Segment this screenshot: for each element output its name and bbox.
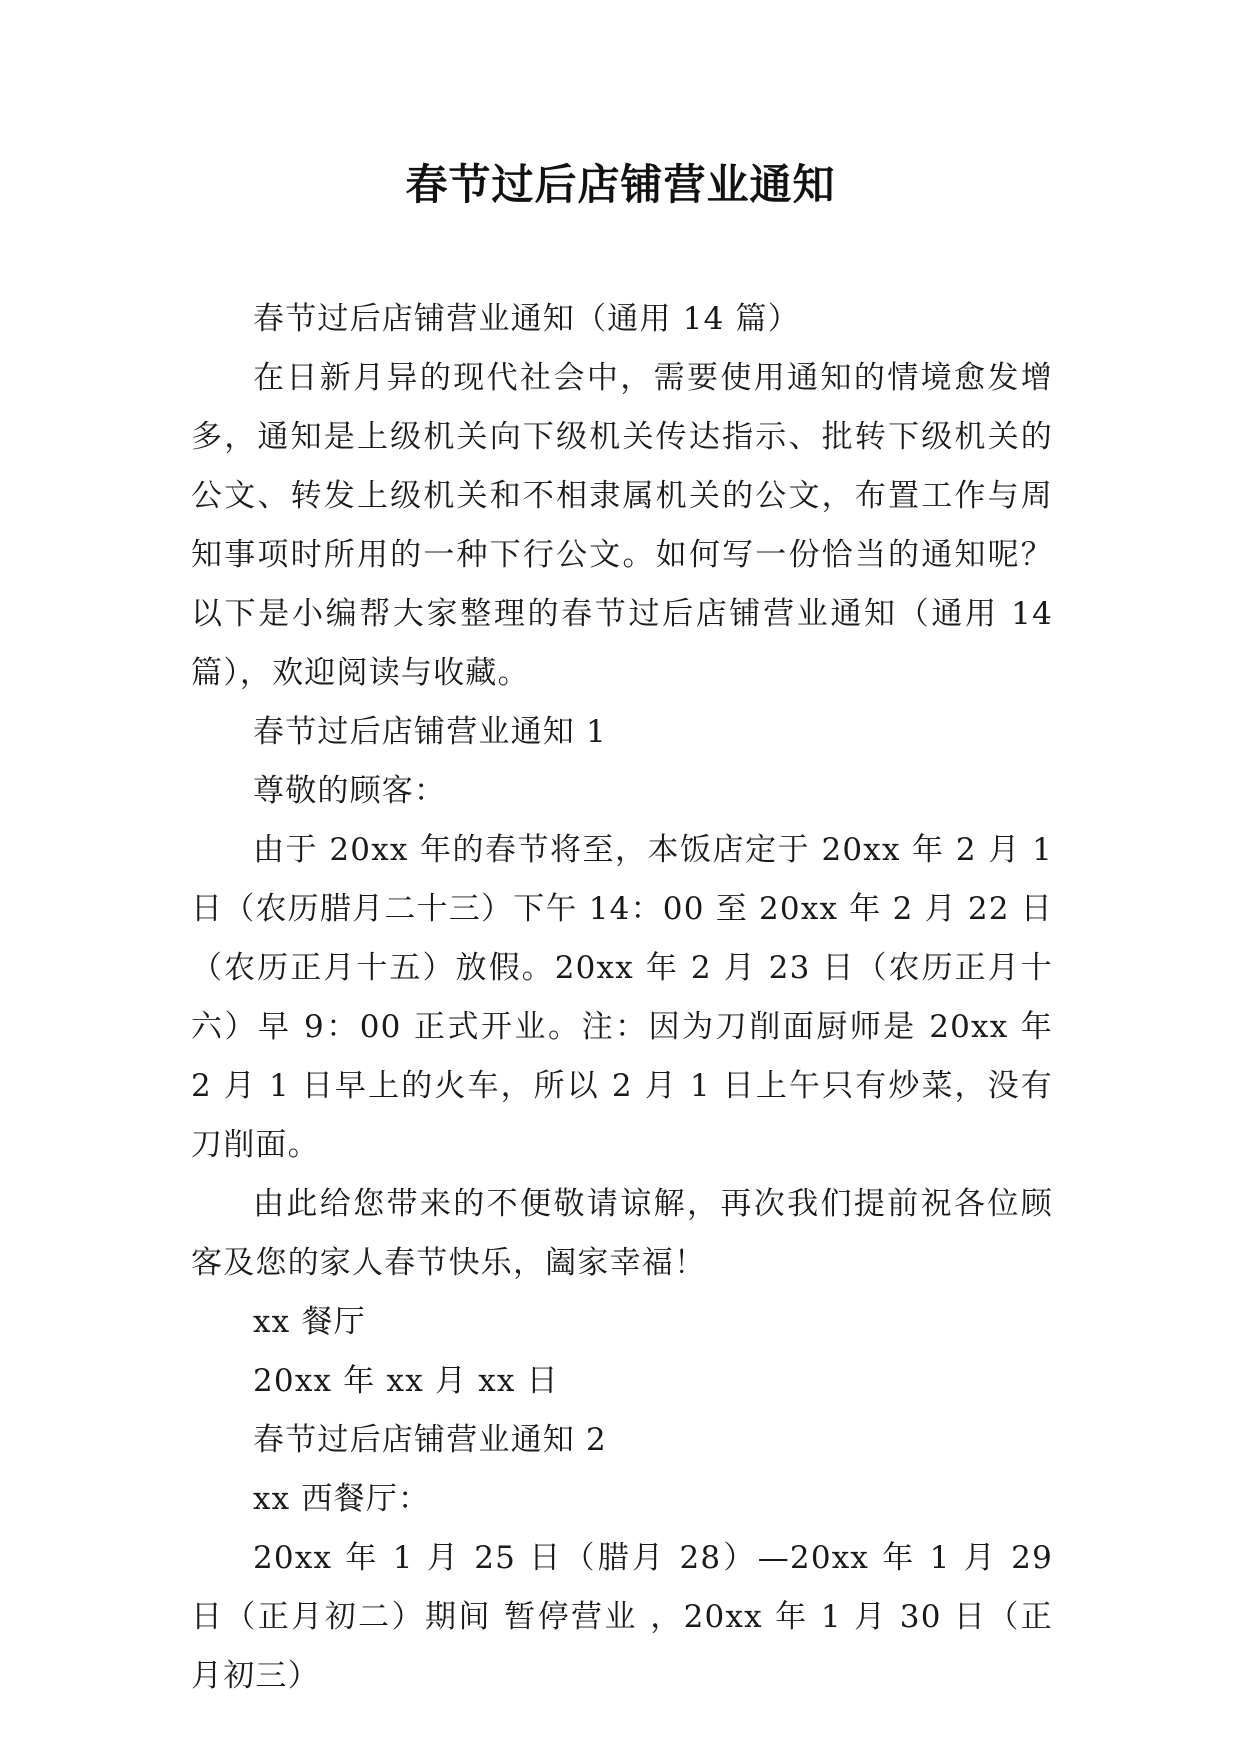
paragraph-subtitle: 春节过后店铺营业通知（通用 14 篇） (253, 301, 800, 337)
paragraph-intro: 在日新月异的现代社会中，需要使用通知的情境愈发增多，通知是上级机关向下级机关传达指示、批转下级机关的公文、转发上级机关和不相隶属机关的公文，布置工作与周知事项时所用的一种下行公文。如何写一份恰当的通知呢？以下是小编帮大家整理的春节过后店铺营业通知（通用 14 篇），欢迎阅读与收藏。 (191, 360, 1053, 691)
paragraph-apology-1: 由此给您带来的不便敬请谅解，再次我们提前祝各位顾客及您的家人春节快乐，阖家幸福！ (191, 1186, 1053, 1281)
date-1: 20xx 年 xx 月 xx 日 (253, 1363, 559, 1399)
document-body (191, 290, 1053, 1706)
section-heading-1: 春节过后店铺营业通知 1 (253, 714, 607, 750)
salutation-1: 尊敬的顾客： (253, 773, 447, 809)
salutation-2: xx 西餐厅： (253, 1481, 431, 1517)
section-heading-2: 春节过后店铺营业通知 2 (253, 1422, 607, 1458)
paragraph-notice-2: 20xx 年 1 月 25 日（腊月 28）—20xx 年 1 月 29 日（正月初二）期间 暂停营业 ，20xx 年 1 月 30 日（正月初三） (191, 1540, 1053, 1694)
document-title: 春节过后店铺营业通知 (405, 160, 836, 209)
paragraph-notice-1: 由于 20xx 年的春节将至，本饭店定于 20xx 年 2 月 1 日（农历腊月二十三）下午 14：00 至 20xx 年 2 月 22 日（农历正月十五）放假。20xx 年 2 月 23 日（农历正月十六）早 9：00 正式开业。注：因为刀削面厨师是 20xx 年 2 月 1 日早上的火车，所以 2 月 1 日上午只有炒菜，没有刀削面。 (191, 832, 1053, 1163)
signature-1: xx 餐厅 (253, 1304, 366, 1340)
